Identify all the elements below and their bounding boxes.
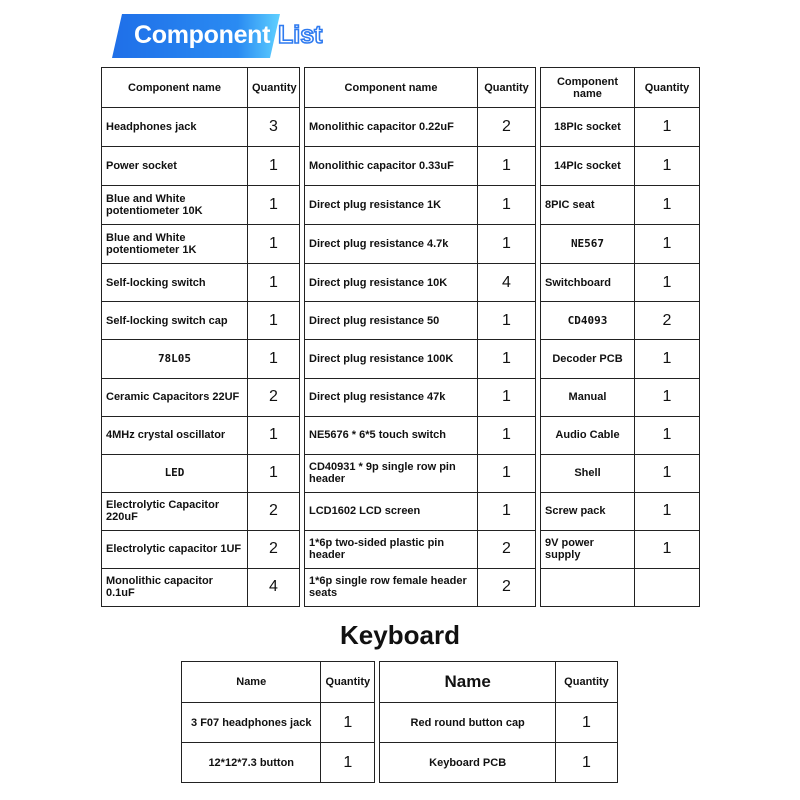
component-name: 1*6p two-sided plastic pin header: [305, 530, 478, 568]
keyboard-table: [181, 661, 618, 782]
component-quantity: 1: [635, 454, 700, 492]
component-quantity: 1: [478, 302, 536, 340]
component-quantity: 1: [635, 147, 700, 186]
kb-header-quantity-2: Quantity: [555, 662, 617, 703]
component-quantity: 1: [478, 492, 536, 530]
component-name: Direct plug resistance 47k: [305, 378, 478, 416]
component-name: Self-locking switch cap: [102, 302, 248, 340]
component-quantity: 1: [635, 416, 700, 454]
component-quantity: 2: [248, 378, 300, 416]
header-component-name: Component name: [305, 68, 478, 108]
component-quantity: 2: [248, 530, 300, 568]
kb-item-qty: 1: [555, 703, 617, 743]
table-row: [102, 530, 700, 568]
component-table: [101, 67, 699, 607]
component-quantity: 1: [478, 378, 536, 416]
table-row: [182, 703, 618, 743]
keyboard-title: Keyboard: [340, 620, 460, 650]
kb-item-qty: 1: [555, 743, 617, 783]
table-row: [102, 340, 700, 378]
component-name: CD4093: [541, 302, 635, 340]
banner-title-list: List: [278, 21, 323, 49]
table-row: [182, 743, 618, 783]
kb-item-name: 12*12*7.3 button: [182, 743, 321, 783]
table-row: [102, 492, 700, 530]
component-quantity: 2: [635, 302, 700, 340]
component-quantity: 1: [478, 186, 536, 225]
component-name: Audio Cable: [541, 416, 635, 454]
component-quantity: 1: [635, 186, 700, 225]
component-quantity: 1: [478, 147, 536, 186]
component-name: Self-locking switch: [102, 264, 248, 302]
table-row: [102, 378, 700, 416]
component-quantity: 1: [478, 416, 536, 454]
component-name: Direct plug resistance 50: [305, 302, 478, 340]
component-quantity: 2: [248, 492, 300, 530]
component-name: Headphones jack: [102, 108, 248, 147]
header-component-name: Component name: [541, 68, 635, 108]
component-quantity: 1: [635, 225, 700, 264]
table-row: [102, 416, 700, 454]
component-name: 18PIc socket: [541, 108, 635, 147]
kb-header-name-2: Name: [380, 662, 556, 703]
banner-title-component: Component: [134, 21, 271, 49]
component-name: Blue and White potentiometer 10K: [102, 186, 248, 225]
component-quantity: 1: [248, 416, 300, 454]
component-name: NE5676 * 6*5 touch switch: [305, 416, 478, 454]
table-row: [102, 147, 700, 186]
header-quantity: Quantity: [635, 68, 700, 108]
component-quantity: [635, 568, 700, 606]
component-name: Electrolytic capacitor 1UF: [102, 530, 248, 568]
component-name: 4MHz crystal oscillator: [102, 416, 248, 454]
component-quantity: 1: [635, 530, 700, 568]
component-name: Direct plug resistance 100K: [305, 340, 478, 378]
component-list-banner: [112, 14, 322, 58]
header-component-name: Component name: [102, 68, 248, 108]
table-row: [102, 186, 700, 225]
component-name: 14PIc socket: [541, 147, 635, 186]
component-quantity: 4: [478, 264, 536, 302]
component-quantity: 1: [248, 225, 300, 264]
kb-item-qty: 1: [321, 743, 375, 783]
component-name: 9V power supply: [541, 530, 635, 568]
component-name: LCD1602 LCD screen: [305, 492, 478, 530]
table-row: [102, 454, 700, 492]
table-row: [102, 225, 700, 264]
table-row: [102, 568, 700, 606]
component-name: Electrolytic Capacitor 220uF: [102, 492, 248, 530]
component-name: Monolithic capacitor 0.1uF: [102, 568, 248, 606]
table-row: [102, 302, 700, 340]
component-quantity: 1: [478, 454, 536, 492]
component-name: Ceramic Capacitors 22UF: [102, 378, 248, 416]
component-quantity: 1: [248, 302, 300, 340]
component-quantity: 2: [478, 568, 536, 606]
component-quantity: 1: [635, 108, 700, 147]
component-name: Direct plug resistance 4.7k: [305, 225, 478, 264]
component-quantity: 1: [248, 454, 300, 492]
kb-item-qty: 1: [321, 703, 375, 743]
component-quantity: 2: [478, 108, 536, 147]
component-quantity: 1: [248, 340, 300, 378]
component-quantity: 1: [635, 492, 700, 530]
header-quantity: Quantity: [248, 68, 300, 108]
component-name: Direct plug resistance 10K: [305, 264, 478, 302]
component-name: CD40931 * 9p single row pin header: [305, 454, 478, 492]
component-quantity: 3: [248, 108, 300, 147]
component-quantity: 1: [478, 340, 536, 378]
component-quantity: 1: [635, 264, 700, 302]
component-quantity: 1: [248, 264, 300, 302]
header-quantity: Quantity: [478, 68, 536, 108]
component-quantity: 1: [635, 340, 700, 378]
keyboard-header-row: [182, 662, 618, 703]
component-quantity: 4: [248, 568, 300, 606]
component-name: Blue and White potentiometer 1K: [102, 225, 248, 264]
component-name: Manual: [541, 378, 635, 416]
component-name: LED: [102, 454, 248, 492]
component-quantity: 1: [478, 225, 536, 264]
component-name: Shell: [541, 454, 635, 492]
component-name: Monolithic capacitor 0.22uF: [305, 108, 478, 147]
component-quantity: 1: [248, 186, 300, 225]
component-name: [541, 568, 635, 606]
kb-header-name: Name: [182, 662, 321, 703]
kb-item-name: Red round button cap: [380, 703, 556, 743]
component-name: Decoder PCB: [541, 340, 635, 378]
component-name: 8PIC seat: [541, 186, 635, 225]
component-name: 1*6p single row female header seats: [305, 568, 478, 606]
table-row: [102, 108, 700, 147]
component-name: 78L05: [102, 340, 248, 378]
component-quantity: 1: [635, 378, 700, 416]
component-quantity: 1: [248, 147, 300, 186]
component-name: Power socket: [102, 147, 248, 186]
component-name: NE567: [541, 225, 635, 264]
kb-item-name: Keyboard PCB: [380, 743, 556, 783]
component-quantity: 2: [478, 530, 536, 568]
component-name: Screw pack: [541, 492, 635, 530]
component-name: Monolithic capacitor 0.33uF: [305, 147, 478, 186]
table-header-row: [102, 68, 700, 108]
component-name: Direct plug resistance 1K: [305, 186, 478, 225]
table-row: [102, 264, 700, 302]
kb-item-name: 3 F07 headphones jack: [182, 703, 321, 743]
kb-header-quantity: Quantity: [321, 662, 375, 703]
component-name: Switchboard: [541, 264, 635, 302]
